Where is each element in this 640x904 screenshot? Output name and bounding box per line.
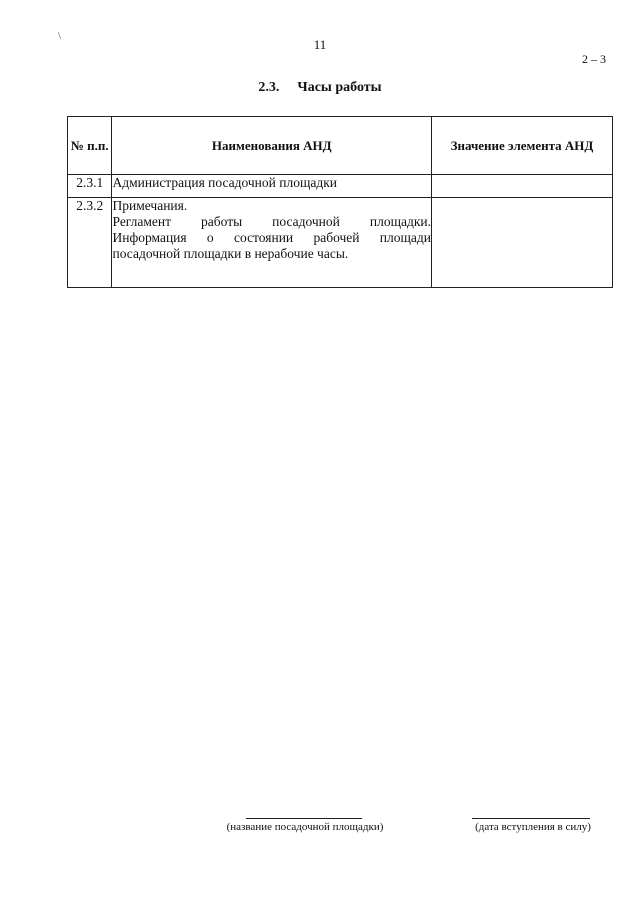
header-name: Наименования АНД [112,117,432,175]
scan-mark: \ [58,30,62,42]
row-name-line: Информация о состоянии рабочей площади [112,230,431,245]
row-value [432,198,613,288]
row-number: 2.3.2 [68,198,112,288]
table-row [68,175,613,198]
row-name [112,175,432,198]
row-name-line: посадочной площадки в нерабочие часы. [112,246,349,261]
and-table [67,116,613,288]
signature-line-left [246,818,362,819]
page-code: 2 – 3 [582,52,606,66]
section-heading [0,80,640,96]
footer-label-left: (название посадочной площадки) [226,821,384,833]
row-number: 2.3.1 [68,175,112,198]
signature-line-right [472,818,590,819]
row-name [112,198,432,288]
header-num: № п.п. [68,117,112,175]
section-number: 2.3. [258,80,280,95]
row-name-line: Регламент работы посадочной площадки. [112,214,431,229]
footer-label-right: (дата вступления в силу) [475,821,591,833]
row-name-line: Администрация посадочной площадки [112,175,337,190]
table-header-row [68,117,613,175]
row-name-line: Примечания. [112,198,188,213]
section-title: Часы работы [297,80,382,95]
table-row [68,198,613,288]
row-value [432,175,613,198]
header-value: Значение элемента АНД [432,117,613,175]
page-number: 11 [313,37,327,52]
